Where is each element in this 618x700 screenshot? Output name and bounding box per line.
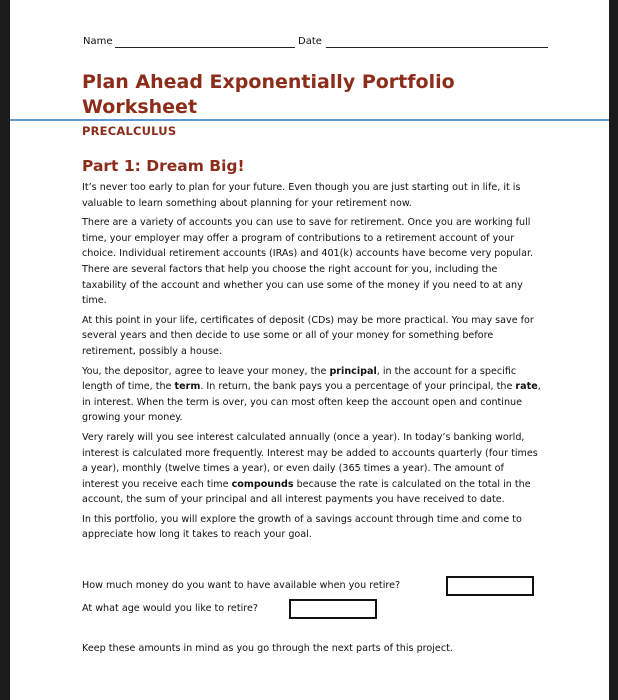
part1-body: [82, 180, 542, 547]
worksheet-title: Plan Ahead Exponentially Portfolio Worksheet: [82, 71, 455, 118]
paragraph-4: You, the depositor, agree to leave your money, the principal, in the account for a specific length of time, the term. In return, the bank pays you a percentage of your principal, the rate, in interest. When the term is over, you can most often keep the account open and continue growing your money.: [82, 365, 541, 424]
title-divider: [10, 119, 609, 121]
name-label: Name: [83, 36, 113, 47]
term-rate: rate: [515, 381, 538, 393]
paragraph-6: In this portfolio, you will explore the growth of a savings account through time and come to appreciate how long it takes to reach your goal.: [82, 513, 522, 541]
closing-note: Keep these amounts in mind as you go through the next parts of this project.: [82, 643, 453, 654]
retire-age-answer-box[interactable]: [289, 599, 377, 619]
left-dark-margin: [0, 0, 10, 700]
paragraph-2: There are a variety of accounts you can use to save for retirement. Once you are working full time, your employer may offer a program of contributions to a retirement account of your choice. Individual retirement accounts (IRAs) and 401(k) accounts have become very popular. There are several factors that help you choose the right account for you, including the taxability of the account and whether you can use some of the money if you need to at any time.: [82, 217, 534, 307]
date-blank[interactable]: [326, 47, 548, 48]
paragraph-5: Very rarely will you see interest calculated annually (once a year). In today’s banking world, interest is calculated more frequently. Interest may be added to accounts quarterly (four times a year), monthly (twelve times a year), or even daily (365 times a year). The amount of interest you receive each time compounds because the rate is calculated on the total in the account, the sum of your principal and all interest payments you have received to date.: [82, 431, 538, 506]
paragraph-1: It’s never too early to plan for your future. Even though you are just starting out in life, it is valuable to learn something about planning for your retirement now.: [82, 182, 521, 209]
course-subtitle: PRECALCULUS: [82, 124, 177, 138]
term-principal: principal: [329, 365, 377, 377]
question-retire-age: At what age would you like to retire?: [82, 603, 258, 614]
term-term: term: [174, 381, 201, 393]
date-label: Date: [298, 36, 322, 47]
right-dark-margin: [609, 0, 618, 700]
part1-heading: Part 1: Dream Big!: [82, 157, 245, 175]
name-date-row: [83, 36, 553, 52]
paragraph-3: At this point in your life, certificates of deposit (CDs) may be more practical. You may save for several years and then decide to use some or all of your money for something before retirement, possibly a house.: [82, 314, 534, 357]
question-retire-amount: How much money do you want to have available when you retire?: [82, 580, 401, 591]
name-blank[interactable]: [115, 47, 295, 48]
term-compounds: compounds: [231, 478, 294, 490]
worksheet-page: [10, 0, 609, 700]
retire-amount-answer-box[interactable]: [446, 576, 534, 596]
